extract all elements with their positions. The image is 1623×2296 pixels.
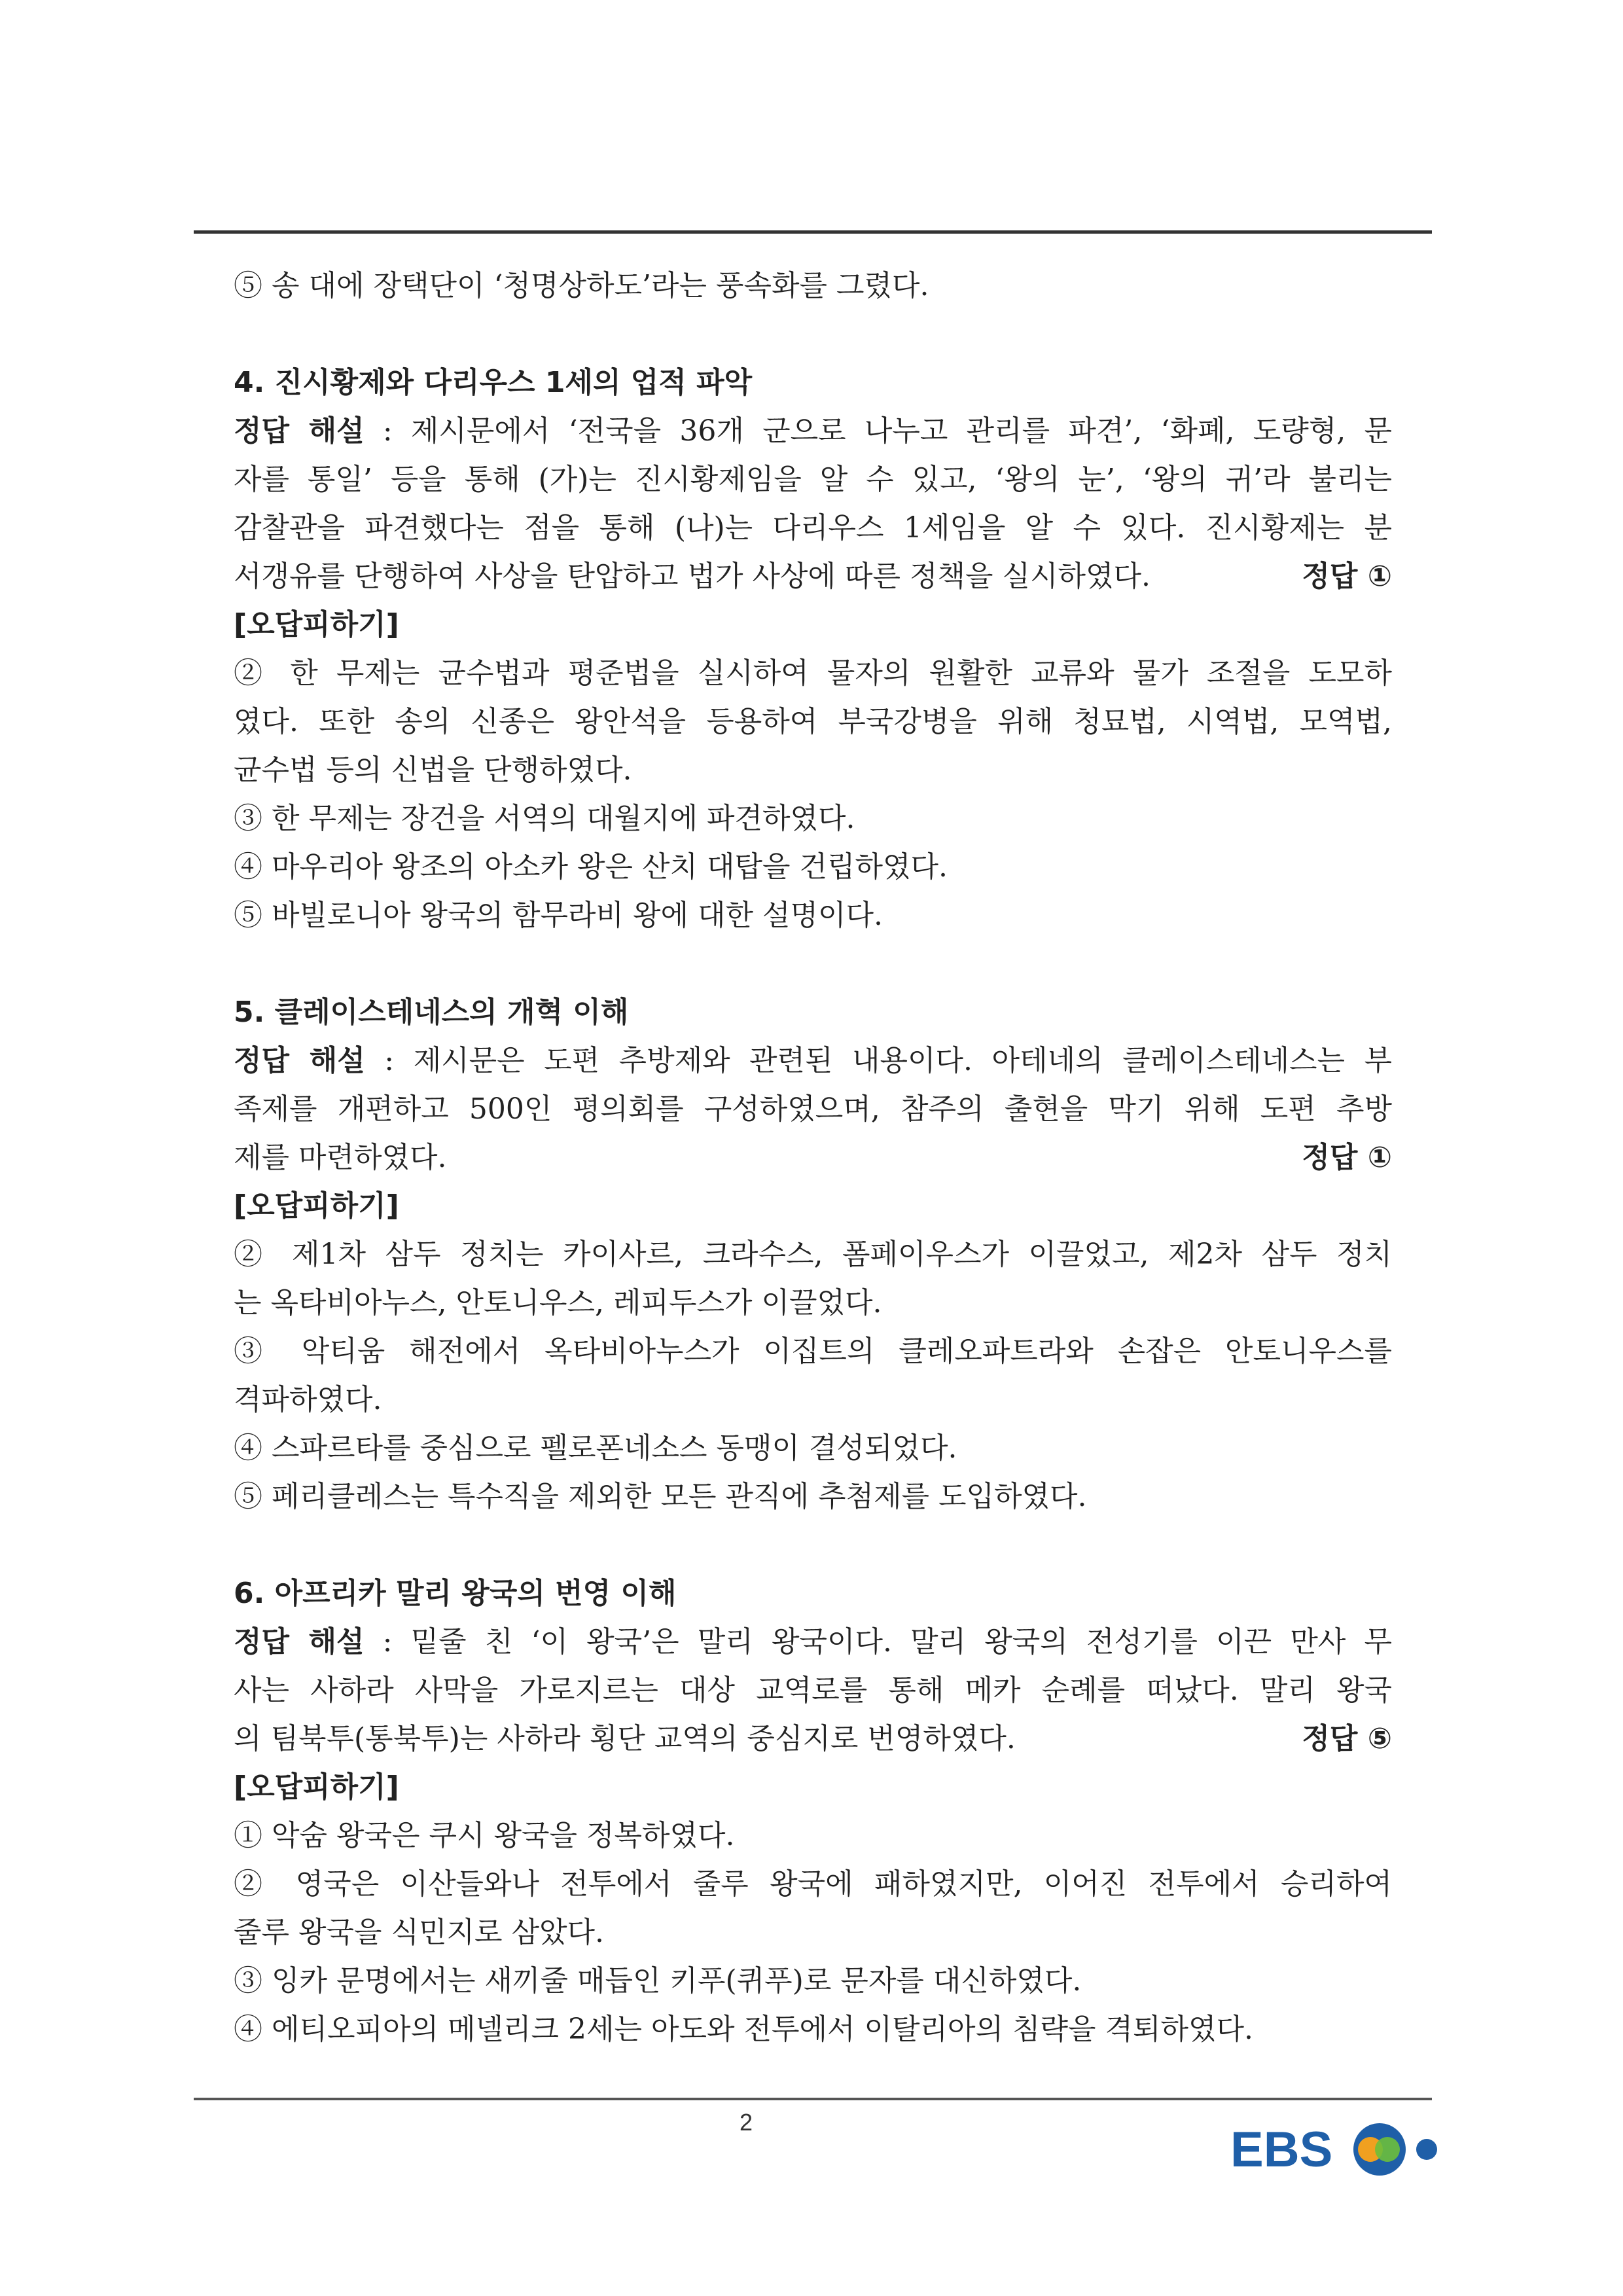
wrong-answer-line: ④ 마우리아 왕조의 아소카 왕은 산치 대탑을 건립하였다. [234, 850, 948, 884]
header-rule [194, 230, 1432, 234]
explanation-line: 정답 해설 : 제시문은 도편 추방제와 관련된 내용이다. 아테네의 클레이스테네스는 부 [234, 1044, 1392, 1077]
explanation-line: 감찰관을 파견했다는 점을 통해 (나)는 다리우스 1세임을 알 수 있다. 진시황제는 분 [234, 511, 1392, 545]
explanation-answer-row [234, 1715, 1392, 1763]
page-content [234, 262, 1392, 2054]
explanation-label: 정답 해설 [234, 414, 365, 448]
section-6 [234, 1570, 1392, 2054]
explanation-line: 제를 마련하였다. [234, 1141, 447, 1174]
wrong-answer-line: ③ 한 무제는 장건을 서역의 대월지에 파견하였다. [234, 802, 855, 835]
wrong-answer-line: ④ 스파르타를 중심으로 펠로폰네소스 동맹이 결성되었다. [234, 1431, 957, 1465]
section-5 [234, 988, 1392, 1521]
explanation-line: 사는 사하라 사막을 가로지르는 대상 교역로를 통해 메카 순례를 떠났다. 말리 왕국 [234, 1674, 1392, 1707]
explanation-answer-row [234, 1134, 1392, 1182]
explanation-line: 정답 해설 : 제시문에서 ‘전국을 36개 군으로 나누고 관리를 파견’, ‘화폐, 도량형, 문 [234, 414, 1392, 448]
wrong-answer-line: ③ 잉카 문명에서는 새끼줄 매듭인 키푸(퀴푸)로 문자를 대신하였다. [234, 1964, 1082, 1998]
answer-label: 정답 ① [1302, 560, 1392, 593]
explanation-answer-row [234, 552, 1392, 601]
explanation-label: 정답 해설 [234, 1625, 365, 1659]
ebs-logo [1230, 2114, 1453, 2186]
explanation-line: 정답 해설 : 밑줄 친 ‘이 왕국’은 말리 왕국이다. 말리 왕국의 전성기를 이끈 만사 무 [234, 1625, 1392, 1659]
wrong-answer-line: 는 옥타비아누스, 안토니우스, 레피두스가 이끌었다. [234, 1286, 882, 1319]
wrong-answer-line: ④ 에티오피아의 메넬리크 2세는 아도와 전투에서 이탈리아의 침략을 격퇴하였다. [234, 2013, 1253, 2046]
wrong-answer-line: ② 한 무제는 균수법과 평준법을 실시하여 물자의 원활한 교류와 물가 조절을 도모하 [234, 656, 1392, 690]
answer-label: 정답 ① [1302, 1141, 1392, 1174]
continued-choice-line: ⑤ 송 대에 장택단이 ‘청명상하도’라는 풍속화를 그렸다. [234, 269, 929, 302]
wrong-answer-line: ② 영국은 이산들와나 전투에서 줄루 왕국에 패하였지만, 이어진 전투에서 승리하여 [234, 1867, 1392, 1901]
explanation-line: 족제를 개편하고 500인 평의회를 구성하였으며, 참주의 출현을 막기 위해 도편 추방 [234, 1092, 1392, 1126]
explanation-line: 자를 통일’ 등을 통해 (가)는 진시황제임을 알 수 있고, ‘왕의 눈’, ‘왕의 귀’라 불리는 [234, 463, 1392, 496]
section-title: 5. 클레이스테네스의 개혁 이해 [234, 996, 629, 1029]
explanation-line: 서갱유를 단행하여 사상을 탄압하고 법가 사상에 따른 정책을 실시하였다. [234, 560, 1150, 593]
wrong-answer-line: 줄루 왕국을 식민지로 삼았다. [234, 1916, 604, 1949]
footer-rule [194, 2098, 1432, 2100]
wrong-answer-heading: [오답피하기] [234, 1770, 399, 1804]
wrong-answer-line: ⑤ 바빌로니아 왕국의 함무라비 왕에 대한 설명이다. [234, 899, 883, 932]
explanation-label: 정답 해설 [234, 1044, 365, 1077]
logo-dot-icon [1416, 2139, 1437, 2160]
explanation-line: 의 팀북투(통북투)는 사하라 횡단 교역의 중심지로 번영하였다. [234, 1722, 1016, 1755]
section-title: 6. 아프리카 말리 왕국의 번영 이해 [234, 1577, 677, 1610]
wrong-answer-heading: [오답피하기] [234, 1189, 399, 1223]
section-title: 4. 진시황제와 다리우스 1세의 업적 파악 [234, 366, 753, 399]
section-4 [234, 359, 1392, 940]
answer-label: 정답 ⑤ [1302, 1722, 1392, 1755]
wrong-answer-line: ② 제1차 삼두 정치는 카이사르, 크라수스, 폼페이우스가 이끌었고, 제2차 삼두 정치 [234, 1238, 1392, 1271]
wrong-answer-heading: [오답피하기] [234, 608, 399, 641]
page-number: 2 [739, 2109, 753, 2136]
wrong-answer-line: 격파하였다. [234, 1383, 382, 1416]
wrong-answer-line: 였다. 또한 송의 신종은 왕안석을 등용하여 부국강병을 위해 청묘법, 시역법, 모역법, [234, 705, 1392, 738]
wrong-answer-line: ① 악숨 왕국은 쿠시 왕국을 정복하였다. [234, 1819, 735, 1852]
ebs-logo-text: EBS [1230, 2122, 1333, 2178]
wrong-answer-line: 균수법 등의 신법을 단행하였다. [234, 753, 632, 787]
wrong-answer-line: ⑤ 페리클레스는 특수직을 제외한 모든 관직에 추첨제를 도입하였다. [234, 1480, 1087, 1513]
wrong-answer-line: ③ 악티움 해전에서 옥타비아누스가 이집트의 클레오파트라와 손잡은 안토니우스를 [234, 1335, 1392, 1368]
